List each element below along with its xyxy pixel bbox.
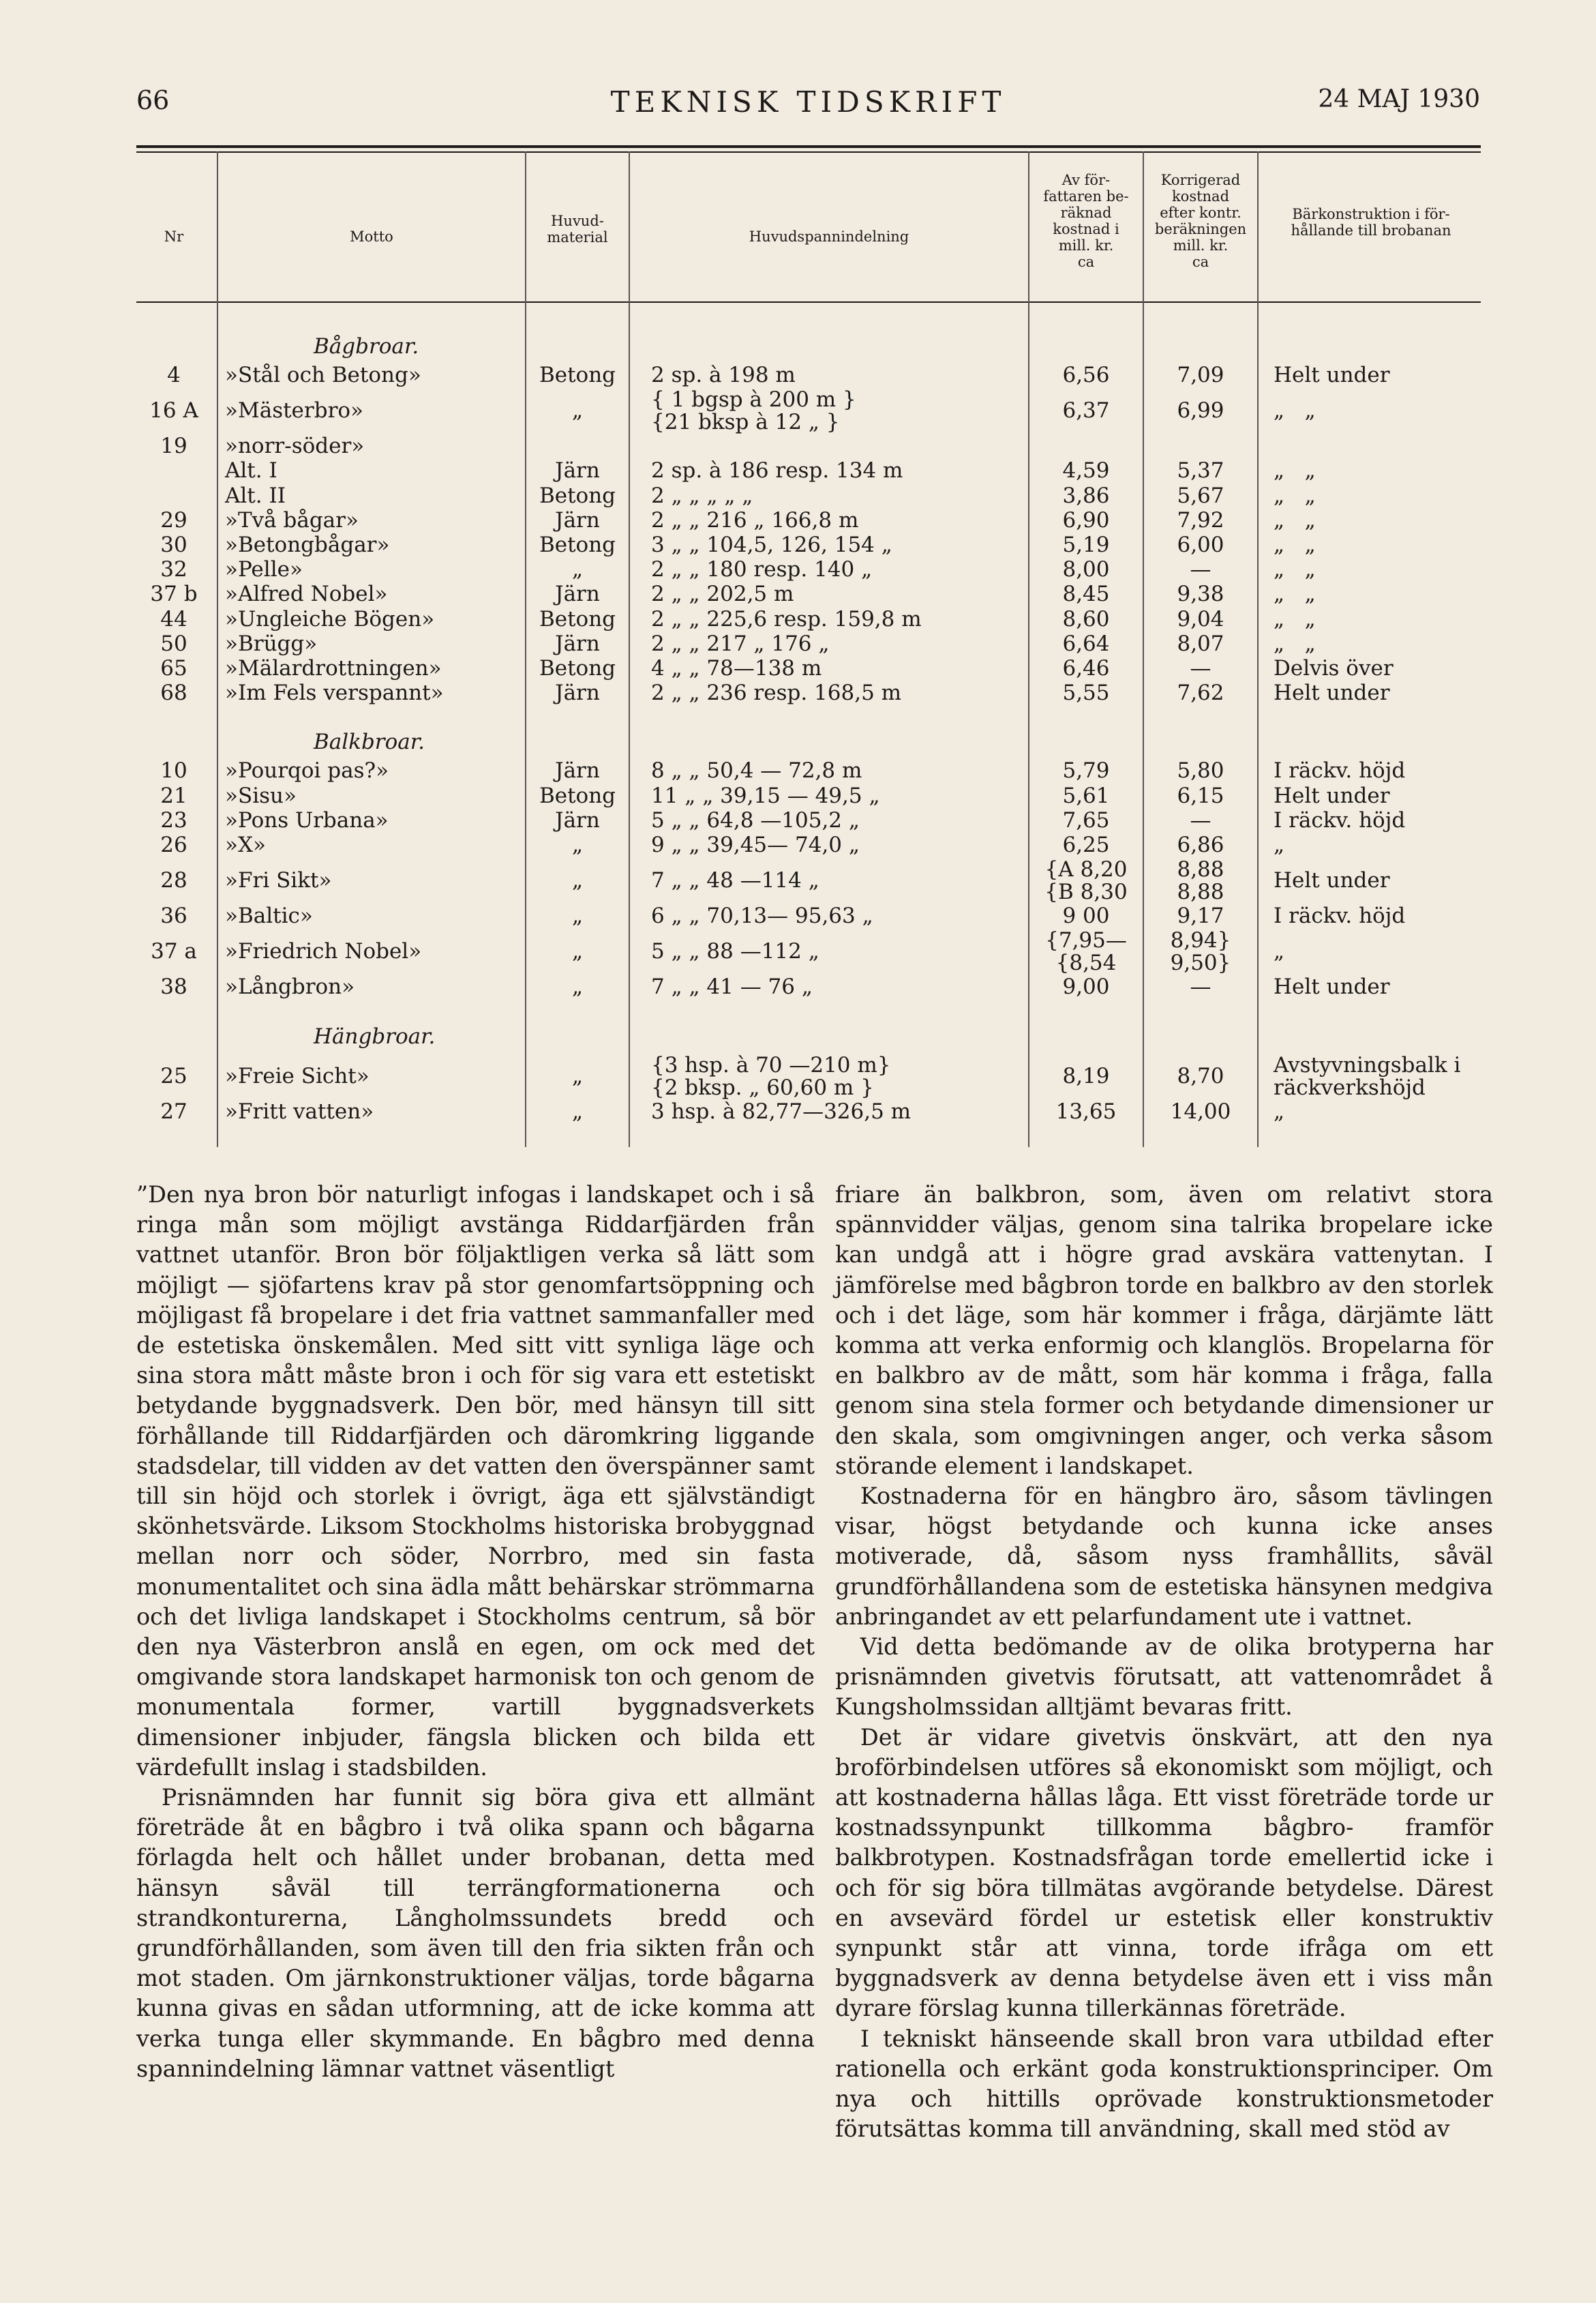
cell-nr: 10 xyxy=(160,758,187,784)
cell-structure: „ „ xyxy=(1274,533,1316,557)
cell-structure: Delvis över xyxy=(1274,656,1394,681)
cell-cost2: 6,99 xyxy=(1177,398,1224,424)
column-header-motto: Motto xyxy=(350,228,393,245)
cell-cost1: 8,60 xyxy=(1062,606,1110,632)
cell-structure: Helt under xyxy=(1274,363,1390,387)
cell-nr: 25 xyxy=(160,1063,187,1088)
cell-span: 4 „ „ 78—138 m xyxy=(651,656,822,681)
cell-structure: Helt under xyxy=(1274,975,1390,1000)
cell-motto: »Två bågar» xyxy=(225,507,359,533)
cell-span: 2 sp. à 198 m xyxy=(651,363,796,387)
cell-cost2: — xyxy=(1190,975,1211,1000)
cell-cost1: 4,59 xyxy=(1062,458,1110,484)
cell-motto: »Mälardrottningen» xyxy=(225,656,442,681)
cell-cost2: 6,86 xyxy=(1177,833,1224,857)
cell-nr: 65 xyxy=(160,656,187,681)
cell-span: 2 sp. à 186 resp. 134 m xyxy=(651,458,903,484)
cell-material: Järn xyxy=(555,631,600,656)
cell-nr: 32 xyxy=(160,557,187,582)
cell-nr: 19 xyxy=(160,434,187,459)
body-column-right xyxy=(835,1180,1493,2145)
paragraph: ”Den nya bron bör naturligt infogas i landskapet och i så ringa mån som möjligt avstänga Riddarfjärden från vattnet utanför. Bron bör följaktligen verka så lätt som möjligt — sjöfartens krav på stor genomfartsöppning och möjligast få bropelare i det fria vattnet sammanfaller med de estetiska önskemålen. Med sitt vitt synliga läge och sina stora mått måste bron i och för sig vara ett estetiskt betydande byggnadsverk. Den bör, med hänsyn till sitt förhållande till Riddarfjärden och däromkring liggande stadsdelar, till vidden av det vatten den överspänner samt till sin höjd och storlek i övrigt, äga ett självständigt skönhetsvärde. Liksom Stockholms historiska brobyggnad mellan norr och söder, Norrbro, med sin fasta monumentalitet och sina ädla mått behärskar strömmarna och det livliga landskapet i Stockholms centrum, så bör den nya Västerbron anslå en egen, om ock med det omgivande stora landskapet harmonisk ton och genom de monumentala former, vartill byggnadsverkets dimensioner inbjuder, fängsla blicken och bilda ett värdefullt inslag i stadsbilden. xyxy=(136,1181,815,1781)
cell-material: „ xyxy=(571,557,584,582)
journal-title: TEKNISK TIDSKRIFT xyxy=(610,85,1006,119)
cell-cost1: 8,19 xyxy=(1062,1063,1110,1088)
paragraph: Prisnämnden har funnit sig böra giva ett allmänt företräde åt en bågbro i två olika spann och bågarna förlagda helt och hållet under brobanan, detta med hänsyn såväl till terrängformationerna och strandkonturerna, Långholmssundets bredd och grundförhållanden, som även till den fria sikten från och mot staden. Om järnkonstruktioner väljas, torde bågarna kunna givas en sådan utformning, att de icke komma att verka tunga eller skymmande. En bågbro med denna spannindelning lämnar vattnet väsentligt xyxy=(136,1784,815,2082)
cell-material: Järn xyxy=(555,758,600,784)
cell-cost1: 3,86 xyxy=(1062,483,1110,508)
cell-span: 2 „ „ 180 resp. 140 „ xyxy=(651,557,873,582)
cell-cost2: 6,00 xyxy=(1177,533,1224,557)
cell-structure: „ „ xyxy=(1274,631,1316,656)
cell-material: „ xyxy=(571,868,584,893)
cell-structure: „ xyxy=(1274,833,1285,857)
cell-cost1: 7,65 xyxy=(1062,807,1110,833)
section-title: Balkbroar. xyxy=(314,730,425,755)
col-divider xyxy=(217,151,218,1147)
cell-span: 7 „ „ 41 — 76 „ xyxy=(651,975,813,1000)
cell-motto: »Fritt vatten» xyxy=(225,1099,374,1124)
cell-cost2: 8,07 xyxy=(1177,631,1224,656)
cell-motto: Alt. I xyxy=(225,458,277,484)
paragraph: Kostnaderna för en hängbro äro, såsom tävlingen visar, högst betydande och kunna icke anses motiverade, då, såsom nyss framhållits, såväl grundförhållandena som de estetiska hänsynen medgiva anbringandet av ett pelarfundament ute i vattnet. xyxy=(835,1483,1493,1630)
cell-motto: »Alfred Nobel» xyxy=(225,582,388,607)
cell-span: 3 „ „ 104,5, 126, 154 „ xyxy=(651,533,892,557)
paragraph: friare än balkbron, som, även om relativt stora spännvidder väljas, genom sina talrika bropelare icke kan undgå att i högre grad avskära vattenytan. I jämförelse med bågbron torde en balkbro av den storlek och i det läge, som här kommer i fråga, därjämte lätt komma att verka enformig och klanglös. Bropelarna för en balkbro av de mått, som här komma i fråga, falla genom sina stela former och betydande dimensioner ur den skala, som omgivningen anger, och verka såsom störande element i landskapet. xyxy=(835,1181,1493,1479)
page-header xyxy=(136,85,1480,140)
cell-motto: »Pelle» xyxy=(225,557,303,582)
cell-nr: 36 xyxy=(160,904,187,929)
col-divider xyxy=(629,151,630,1147)
cell-motto: »Friedrich Nobel» xyxy=(225,939,422,964)
cell-cost1: 5,55 xyxy=(1062,681,1110,706)
cell-cost2: 9,04 xyxy=(1177,606,1224,632)
cell-cost2: — xyxy=(1190,807,1211,833)
cell-motto: »Im Fels verspannt» xyxy=(225,681,444,706)
page-number: 66 xyxy=(136,85,170,115)
cell-material: Järn xyxy=(555,582,600,607)
cell-structure: I räckv. höjd xyxy=(1274,904,1406,929)
cell-structure: „ xyxy=(1274,1099,1285,1124)
cell-span: 2 „ „ 202,5 m xyxy=(651,582,794,607)
cell-material: Betong xyxy=(539,533,616,557)
cell-structure: Helt under xyxy=(1274,868,1390,893)
cell-nr: 16 A xyxy=(149,398,198,424)
cell-material: Betong xyxy=(539,656,616,681)
cell-cost2: 9,17 xyxy=(1177,904,1224,929)
cell-span: 2 „ „ „ „ „ xyxy=(651,483,753,508)
cell-structure: „ „ xyxy=(1274,606,1316,632)
cell-cost1: 5,19 xyxy=(1062,533,1110,557)
cell-span: 2 „ „ 216 „ 166,8 m xyxy=(651,507,859,533)
cell-material: Järn xyxy=(555,507,600,533)
cell-material: „ xyxy=(571,975,584,1000)
cell-material: Järn xyxy=(555,458,600,484)
cell-motto: »Pourqoi pas?» xyxy=(225,758,389,784)
cell-structure: Avstyvningsbalk i räckverkshöjd xyxy=(1274,1052,1461,1100)
cell-cost2: 6,15 xyxy=(1177,783,1224,808)
cell-material: „ xyxy=(571,833,584,857)
cell-cost1: {7,95— {8,54 xyxy=(1045,928,1127,976)
cell-nr: 21 xyxy=(160,783,187,808)
cell-cost2: — xyxy=(1190,656,1211,681)
cell-cost1: 6,64 xyxy=(1062,631,1110,656)
column-header-structure: Bärkonstruktion i för- hållande till brobanan xyxy=(1291,206,1451,239)
cell-span: 9 „ „ 39,45— 74,0 „ xyxy=(651,833,860,857)
cell-structure: I räckv. höjd xyxy=(1274,807,1406,833)
cell-cost2: 7,09 xyxy=(1177,363,1224,387)
cell-cost1: 6,25 xyxy=(1062,833,1110,857)
column-header-material: Huvud- material xyxy=(547,213,608,246)
cell-span: 7 „ „ 48 —114 „ xyxy=(651,868,819,893)
column-header-cost-author: Av för- fattaren be- räknad kostnad i mill. kr. ca xyxy=(1043,172,1129,270)
paragraph: Vid detta bedömande av de olika brotyperna har prisnämnden givetvis förutsatt, att vattenområdet å Kungsholmssidan alltjämt bevaras fritt. xyxy=(835,1633,1493,1721)
cell-span: 2 „ „ 225,6 resp. 159,8 m xyxy=(651,606,922,632)
cell-motto: »norr-söder» xyxy=(225,434,365,459)
cell-motto: »Fri Sikt» xyxy=(225,868,332,893)
cell-cost2: 5,67 xyxy=(1177,483,1224,508)
cell-cost2: 8,94} 9,50} xyxy=(1170,928,1231,976)
cell-cost2: 7,62 xyxy=(1177,681,1224,706)
cell-motto: »Stål och Betong» xyxy=(225,363,421,387)
cell-span: 8 „ „ 50,4 — 72,8 m xyxy=(651,758,862,784)
cell-motto: »Mästerbro» xyxy=(225,398,364,424)
cell-span: 2 „ „ 236 resp. 168,5 m xyxy=(651,681,902,706)
cell-structure: I räckv. höjd xyxy=(1274,758,1406,784)
cell-span: 3 hsp. à 82,77—326,5 m xyxy=(651,1099,912,1124)
cell-material: Betong xyxy=(539,363,616,387)
cell-structure: Helt under xyxy=(1274,681,1390,706)
cell-span: 5 „ „ 88 —112 „ xyxy=(651,939,819,964)
cell-material: „ xyxy=(571,904,584,929)
cell-nr: 37 a xyxy=(151,939,197,964)
cell-nr: 38 xyxy=(160,975,187,1000)
cell-nr: 27 xyxy=(160,1099,187,1124)
cell-motto: »Baltic» xyxy=(225,904,313,929)
cell-motto: »Långbron» xyxy=(225,975,355,1000)
cell-structure: „ „ xyxy=(1274,483,1316,508)
cell-cost1: 9,00 xyxy=(1062,975,1110,1000)
cell-cost1: {A 8,20 {B 8,30 xyxy=(1044,857,1128,905)
cell-nr: 50 xyxy=(160,631,187,656)
cell-cost2: 14,00 xyxy=(1170,1099,1231,1124)
paragraph: I tekniskt hänseende skall bron vara utbildad efter rationella och erkänt goda konstruktionsprinciper. Om nya och hittills oprövade konstruktionsmetoder förutsättas komma till användning, skall med stöd av xyxy=(835,2025,1493,2143)
cell-structure: „ „ xyxy=(1274,507,1316,533)
cell-motto: »Freie Sicht» xyxy=(225,1063,370,1088)
cell-material: Betong xyxy=(539,783,616,808)
table-top-rule-thin xyxy=(136,151,1481,153)
paragraph: Det är vidare givetvis önskvärt, att den nya broförbindelsen utföres så ekonomiskt som möjligt, och att kostnaderna hållas låga. Ett visst företräde torde ur kostnadssynpunkt tillkomma bågbro- framför balkbrotypen. Kostnadsfrågan torde emellertid icke i och för sig böra tillmätas avgörande betydelse. Därest en avsevärd fördel ur estetisk eller konstruktiv synpunkt står att vinna, torde ifråga om ett byggnadsverk av denna betydelse även ett i viss mån dyrare förslag kunna tillerkännas företräde. xyxy=(835,1723,1493,2022)
table-top-rule xyxy=(136,145,1481,148)
cell-motto: Alt. II xyxy=(225,483,286,508)
cell-span: {3 hsp. à 70 —210 m} {2 bksp. „ 60,60 m } xyxy=(651,1052,891,1100)
cell-motto: »Brügg» xyxy=(225,631,318,656)
body-column-left xyxy=(136,1180,815,2084)
cell-material: „ xyxy=(571,1063,584,1088)
cell-material: Betong xyxy=(539,606,616,632)
cell-material: „ xyxy=(571,1099,584,1124)
section-title: Bågbroar. xyxy=(314,334,419,359)
cell-cost2: 5,80 xyxy=(1177,758,1224,784)
table-header-rule xyxy=(136,301,1481,303)
cell-motto: »X» xyxy=(225,833,267,857)
cell-structure: Helt under xyxy=(1274,783,1390,808)
cell-cost1: 8,00 xyxy=(1062,557,1110,582)
cell-nr: 26 xyxy=(160,833,187,857)
cell-cost2: — xyxy=(1190,557,1211,582)
cell-motto: »Ungleiche Bögen» xyxy=(225,606,435,632)
cell-material: „ xyxy=(571,398,584,424)
cell-cost2: 7,92 xyxy=(1177,507,1224,533)
cell-nr: 4 xyxy=(167,363,181,387)
cell-cost2: 8,88 8,88 xyxy=(1177,857,1224,905)
cell-cost1: 6,56 xyxy=(1062,363,1110,387)
cell-cost2: 9,38 xyxy=(1177,582,1224,607)
column-header-cost-corrected: Korrigerad kostnad efter kontr. beräkningen mill. kr. ca xyxy=(1154,172,1247,270)
cell-nr: 30 xyxy=(160,533,187,557)
column-header-span: Huvudspannindelning xyxy=(749,228,909,245)
issue-date: 24 MAJ 1930 xyxy=(1318,85,1480,113)
cell-cost2: 5,37 xyxy=(1177,458,1224,484)
cell-cost1: 6,90 xyxy=(1062,507,1110,533)
cell-span: 6 „ „ 70,13— 95,63 „ xyxy=(651,904,873,929)
cell-material: Järn xyxy=(555,807,600,833)
column-header-nr: Nr xyxy=(164,228,184,245)
cell-material: Järn xyxy=(555,681,600,706)
cell-structure: „ „ xyxy=(1274,582,1316,607)
cell-structure: „ xyxy=(1274,939,1285,964)
cell-nr: 37 b xyxy=(150,582,198,607)
cell-cost1: 5,61 xyxy=(1062,783,1110,808)
cell-structure: „ „ xyxy=(1274,458,1316,484)
cell-nr: 68 xyxy=(160,681,187,706)
cell-material: Betong xyxy=(539,483,616,508)
cell-span: 11 „ „ 39,15 — 49,5 „ xyxy=(651,783,880,808)
cell-motto: »Betongbågar» xyxy=(225,533,390,557)
cell-nr: 44 xyxy=(160,606,187,632)
cell-span: 2 „ „ 217 „ 176 „ xyxy=(651,631,830,656)
cell-cost1: 8,45 xyxy=(1062,582,1110,607)
cell-motto: »Sisu» xyxy=(225,783,297,808)
cell-material: „ xyxy=(571,939,584,964)
cell-nr: 28 xyxy=(160,868,187,893)
cell-span: { 1 bgsp à 200 m } {21 bksp à 12 „ } xyxy=(651,387,856,435)
cell-cost1: 9 00 xyxy=(1062,904,1110,929)
cell-motto: »Pons Urbana» xyxy=(225,807,389,833)
col-divider xyxy=(1257,151,1259,1147)
cell-cost1: 13,65 xyxy=(1055,1099,1117,1124)
cell-cost2: 8,70 xyxy=(1177,1063,1224,1088)
cell-cost1: 6,46 xyxy=(1062,656,1110,681)
cell-cost1: 5,79 xyxy=(1062,758,1110,784)
cell-span: 5 „ „ 64,8 —105,2 „ xyxy=(651,807,860,833)
cell-structure: „ „ xyxy=(1274,557,1316,582)
section-title: Hängbroar. xyxy=(314,1024,436,1049)
cell-cost1: 6,37 xyxy=(1062,398,1110,424)
cell-nr: 23 xyxy=(160,807,187,833)
cell-structure: „ „ xyxy=(1274,398,1316,424)
cell-nr: 29 xyxy=(160,507,187,533)
